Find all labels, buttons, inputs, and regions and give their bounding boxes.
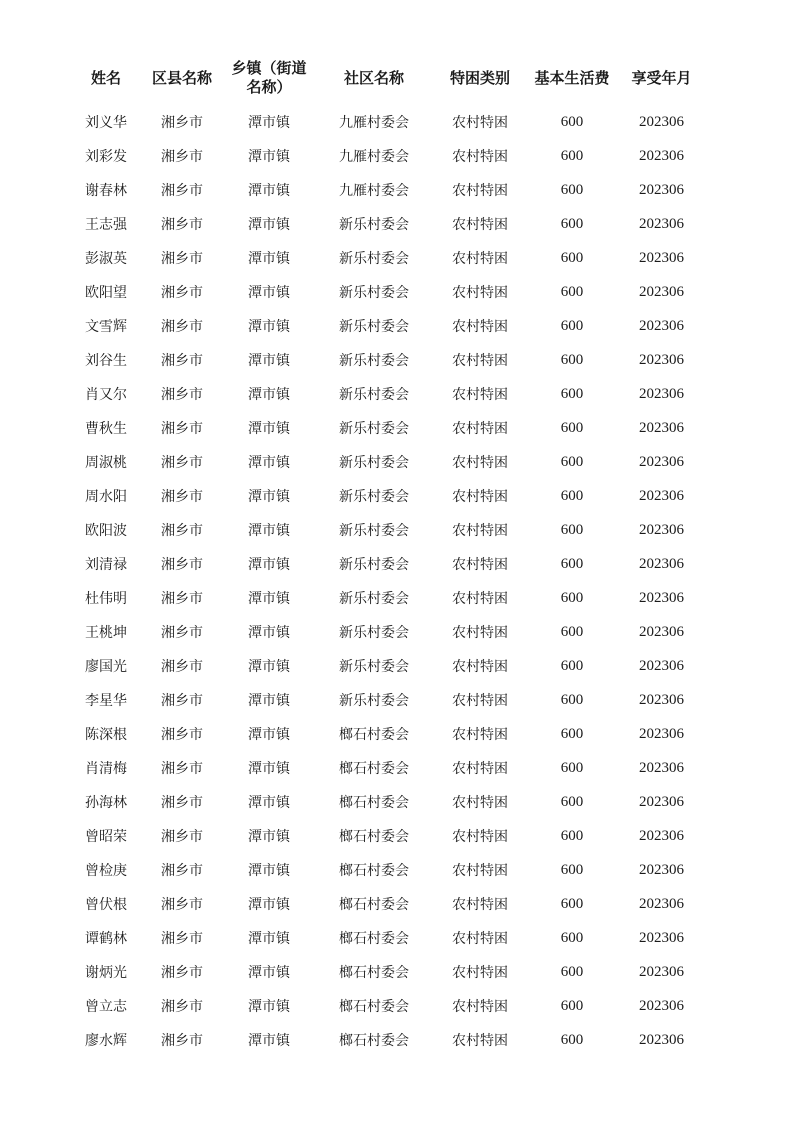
cell-town: 潭市镇 [248,727,290,743]
cell-name: 谭鹤林 [85,931,127,947]
cell-month: 202306 [639,487,684,504]
table-row [70,479,707,513]
cell-category: 农村特困 [452,999,508,1015]
table-row [70,207,707,241]
cell-name: 欧阳波 [85,523,127,539]
cell-town: 潭市镇 [248,625,290,641]
cell-county: 湘乡市 [161,387,203,403]
cell-category: 农村特困 [452,965,508,981]
cell-name: 谢春林 [85,183,127,199]
cell-category: 农村特困 [452,727,508,743]
cell-community: 新乐村委会 [339,693,409,709]
cell-town: 潭市镇 [248,931,290,947]
cell-name: 周水阳 [85,489,127,505]
cell-amount: 600 [560,317,584,334]
cell-name: 刘谷生 [85,353,127,369]
cell-community: 榔石村委会 [339,931,409,947]
cell-amount: 600 [560,793,584,810]
cell-community: 新乐村委会 [339,591,409,607]
header-county: 区县名称 [151,68,212,87]
header-community: 社区名称 [343,68,404,87]
cell-town: 潭市镇 [248,863,290,879]
cell-month: 202306 [639,623,684,640]
table-row [70,717,707,751]
cell-amount: 600 [560,555,584,572]
header-month: 享受年月 [631,68,692,87]
table-row [70,683,707,717]
cell-community: 九雁村委会 [339,149,409,165]
cell-community: 新乐村委会 [339,319,409,335]
cell-amount: 600 [560,113,584,130]
cell-town: 潭市镇 [248,353,290,369]
cell-amount: 600 [560,249,584,266]
cell-community: 新乐村委会 [339,625,409,641]
cell-town: 潭市镇 [248,557,290,573]
cell-month: 202306 [639,419,684,436]
cell-community: 新乐村委会 [339,353,409,369]
cell-town: 潭市镇 [248,1033,290,1049]
cell-category: 农村特困 [452,387,508,403]
cell-name: 肖又尔 [85,387,127,403]
cell-name: 王桃坤 [85,625,127,641]
cell-category: 农村特困 [452,183,508,199]
cell-name: 陈深根 [85,727,127,743]
cell-category: 农村特困 [452,761,508,777]
cell-category: 农村特困 [452,829,508,845]
cell-month: 202306 [639,351,684,368]
cell-name: 彭淑英 [85,251,127,267]
cell-town: 潭市镇 [248,999,290,1015]
cell-amount: 600 [560,147,584,164]
cell-category: 农村特困 [452,693,508,709]
cell-category: 农村特困 [452,115,508,131]
cell-amount: 600 [560,623,584,640]
cell-month: 202306 [639,963,684,980]
cell-month: 202306 [639,249,684,266]
cell-town: 潭市镇 [248,387,290,403]
cell-county: 湘乡市 [161,1033,203,1049]
cell-month: 202306 [639,691,684,708]
cell-month: 202306 [639,793,684,810]
cell-category: 农村特困 [452,149,508,165]
cell-county: 湘乡市 [161,455,203,471]
table-row [70,921,707,955]
cell-community: 新乐村委会 [339,489,409,505]
table-row [70,1023,707,1057]
cell-amount: 600 [560,725,584,742]
cell-town: 潭市镇 [248,523,290,539]
cell-county: 湘乡市 [161,149,203,165]
cell-amount: 600 [560,181,584,198]
cell-name: 刘义华 [85,115,127,131]
cell-amount: 600 [560,283,584,300]
header-amount: 基本生活费 [534,68,610,87]
cell-amount: 600 [560,1031,584,1048]
table-row [70,445,707,479]
cell-town: 潭市镇 [248,659,290,675]
cell-category: 农村特困 [452,931,508,947]
cell-amount: 600 [560,351,584,368]
cell-name: 曾检庚 [85,863,127,879]
table-row [70,139,707,173]
cell-community: 榔石村委会 [339,727,409,743]
cell-category: 农村特困 [452,625,508,641]
header-town-line-1: 乡镇（街道 [231,59,307,77]
cell-name: 李星华 [85,693,127,709]
cell-community: 榔石村委会 [339,761,409,777]
cell-town: 潭市镇 [248,115,290,131]
cell-name: 文雪辉 [85,319,127,335]
cell-county: 湘乡市 [161,795,203,811]
cell-month: 202306 [639,1031,684,1048]
cell-community: 新乐村委会 [339,421,409,437]
cell-town: 潭市镇 [248,285,290,301]
cell-town: 潭市镇 [248,897,290,913]
cell-amount: 600 [560,657,584,674]
cell-community: 榔石村委会 [339,863,409,879]
cell-community: 榔石村委会 [339,829,409,845]
cell-community: 新乐村委会 [339,659,409,675]
cell-amount: 600 [560,487,584,504]
cell-county: 湘乡市 [161,353,203,369]
cell-town: 潭市镇 [248,693,290,709]
cell-county: 湘乡市 [161,183,203,199]
table-row [70,615,707,649]
cell-amount: 600 [560,691,584,708]
cell-town: 潭市镇 [248,591,290,607]
cell-month: 202306 [639,929,684,946]
cell-county: 湘乡市 [161,115,203,131]
table-row [70,513,707,547]
cell-amount: 600 [560,521,584,538]
cell-community: 榔石村委会 [339,999,409,1015]
cell-county: 湘乡市 [161,863,203,879]
cell-county: 湘乡市 [161,965,203,981]
cell-county: 湘乡市 [161,421,203,437]
cell-month: 202306 [639,453,684,470]
table-row [70,105,707,139]
cell-name: 曾昭荣 [85,829,127,845]
cell-amount: 600 [560,385,584,402]
cell-category: 农村特困 [452,421,508,437]
cell-month: 202306 [639,555,684,572]
cell-community: 九雁村委会 [339,115,409,131]
cell-county: 湘乡市 [161,931,203,947]
header-row [70,55,707,101]
table-row [70,411,707,445]
cell-county: 湘乡市 [161,659,203,675]
cell-amount: 600 [560,759,584,776]
cell-town: 潭市镇 [248,421,290,437]
table-row [70,853,707,887]
cell-county: 湘乡市 [161,285,203,301]
header-town [222,55,316,101]
relief-recipients-table [70,55,707,1057]
cell-community: 新乐村委会 [339,251,409,267]
cell-month: 202306 [639,521,684,538]
header-name: 姓名 [90,68,121,87]
cell-month: 202306 [639,997,684,1014]
cell-name: 王志强 [85,217,127,233]
cell-county: 湘乡市 [161,251,203,267]
cell-town: 潭市镇 [248,217,290,233]
table-row [70,785,707,819]
cell-county: 湘乡市 [161,727,203,743]
cell-category: 农村特困 [452,285,508,301]
cell-name: 肖清梅 [85,761,127,777]
cell-community: 榔石村委会 [339,897,409,913]
table-row [70,275,707,309]
table-row [70,309,707,343]
cell-county: 湘乡市 [161,897,203,913]
table-row [70,955,707,989]
cell-category: 农村特困 [452,795,508,811]
cell-name: 谢炳光 [85,965,127,981]
cell-category: 农村特困 [452,455,508,471]
cell-category: 农村特困 [452,523,508,539]
cell-community: 榔石村委会 [339,1033,409,1049]
cell-month: 202306 [639,113,684,130]
table-row [70,989,707,1023]
cell-month: 202306 [639,147,684,164]
table-row [70,887,707,921]
cell-town: 潭市镇 [248,149,290,165]
cell-town: 潭市镇 [248,761,290,777]
cell-town: 潭市镇 [248,319,290,335]
cell-county: 湘乡市 [161,829,203,845]
cell-county: 湘乡市 [161,489,203,505]
cell-month: 202306 [639,181,684,198]
cell-amount: 600 [560,929,584,946]
cell-county: 湘乡市 [161,761,203,777]
cell-amount: 600 [560,963,584,980]
cell-month: 202306 [639,317,684,334]
cell-amount: 600 [560,419,584,436]
cell-town: 潭市镇 [248,183,290,199]
cell-month: 202306 [639,895,684,912]
cell-community: 新乐村委会 [339,285,409,301]
table-row [70,751,707,785]
cell-month: 202306 [639,385,684,402]
cell-amount: 600 [560,589,584,606]
cell-month: 202306 [639,657,684,674]
cell-community: 新乐村委会 [339,217,409,233]
cell-category: 农村特困 [452,319,508,335]
cell-month: 202306 [639,589,684,606]
cell-amount: 600 [560,997,584,1014]
cell-category: 农村特困 [452,1033,508,1049]
cell-community: 榔石村委会 [339,965,409,981]
cell-category: 农村特困 [452,863,508,879]
cell-category: 农村特困 [452,251,508,267]
cell-community: 九雁村委会 [339,183,409,199]
cell-amount: 600 [560,215,584,232]
cell-name: 杜伟明 [85,591,127,607]
cell-name: 曾立志 [85,999,127,1015]
cell-name: 廖水辉 [85,1033,127,1049]
cell-community: 榔石村委会 [339,795,409,811]
cell-name: 曹秋生 [85,421,127,437]
cell-name: 曾伏根 [85,897,127,913]
cell-county: 湘乡市 [161,523,203,539]
cell-month: 202306 [639,283,684,300]
cell-amount: 600 [560,861,584,878]
cell-month: 202306 [639,827,684,844]
cell-town: 潭市镇 [248,455,290,471]
cell-month: 202306 [639,725,684,742]
header-town-line-2: 名称） [246,78,292,96]
cell-county: 湘乡市 [161,591,203,607]
cell-town: 潭市镇 [248,795,290,811]
cell-name: 廖国光 [85,659,127,675]
cell-name: 刘清禄 [85,557,127,573]
cell-community: 新乐村委会 [339,557,409,573]
cell-category: 农村特困 [452,897,508,913]
cell-name: 欧阳望 [85,285,127,301]
cell-community: 新乐村委会 [339,455,409,471]
cell-county: 湘乡市 [161,625,203,641]
cell-town: 潭市镇 [248,829,290,845]
table-row [70,649,707,683]
cell-community: 新乐村委会 [339,387,409,403]
table-row [70,581,707,615]
header-category: 特困类别 [449,68,510,87]
table-row [70,377,707,411]
table-row [70,547,707,581]
cell-month: 202306 [639,759,684,776]
cell-month: 202306 [639,215,684,232]
cell-name: 周淑桃 [85,455,127,471]
cell-category: 农村特困 [452,659,508,675]
cell-amount: 600 [560,453,584,470]
cell-town: 潭市镇 [248,965,290,981]
cell-category: 农村特困 [452,217,508,233]
table-body [70,105,707,1057]
table-row [70,343,707,377]
cell-category: 农村特困 [452,591,508,607]
cell-month: 202306 [639,861,684,878]
cell-county: 湘乡市 [161,693,203,709]
cell-county: 湘乡市 [161,319,203,335]
table-row [70,173,707,207]
cell-county: 湘乡市 [161,557,203,573]
cell-name: 孙海林 [85,795,127,811]
cell-category: 农村特困 [452,353,508,369]
cell-category: 农村特困 [452,557,508,573]
table-row [70,241,707,275]
cell-county: 湘乡市 [161,999,203,1015]
table-header [70,55,707,105]
cell-category: 农村特困 [452,489,508,505]
cell-county: 湘乡市 [161,217,203,233]
cell-amount: 600 [560,827,584,844]
cell-town: 潭市镇 [248,489,290,505]
cell-town: 潭市镇 [248,251,290,267]
cell-amount: 600 [560,895,584,912]
cell-community: 新乐村委会 [339,523,409,539]
table-row [70,819,707,853]
cell-name: 刘彩发 [85,149,127,165]
